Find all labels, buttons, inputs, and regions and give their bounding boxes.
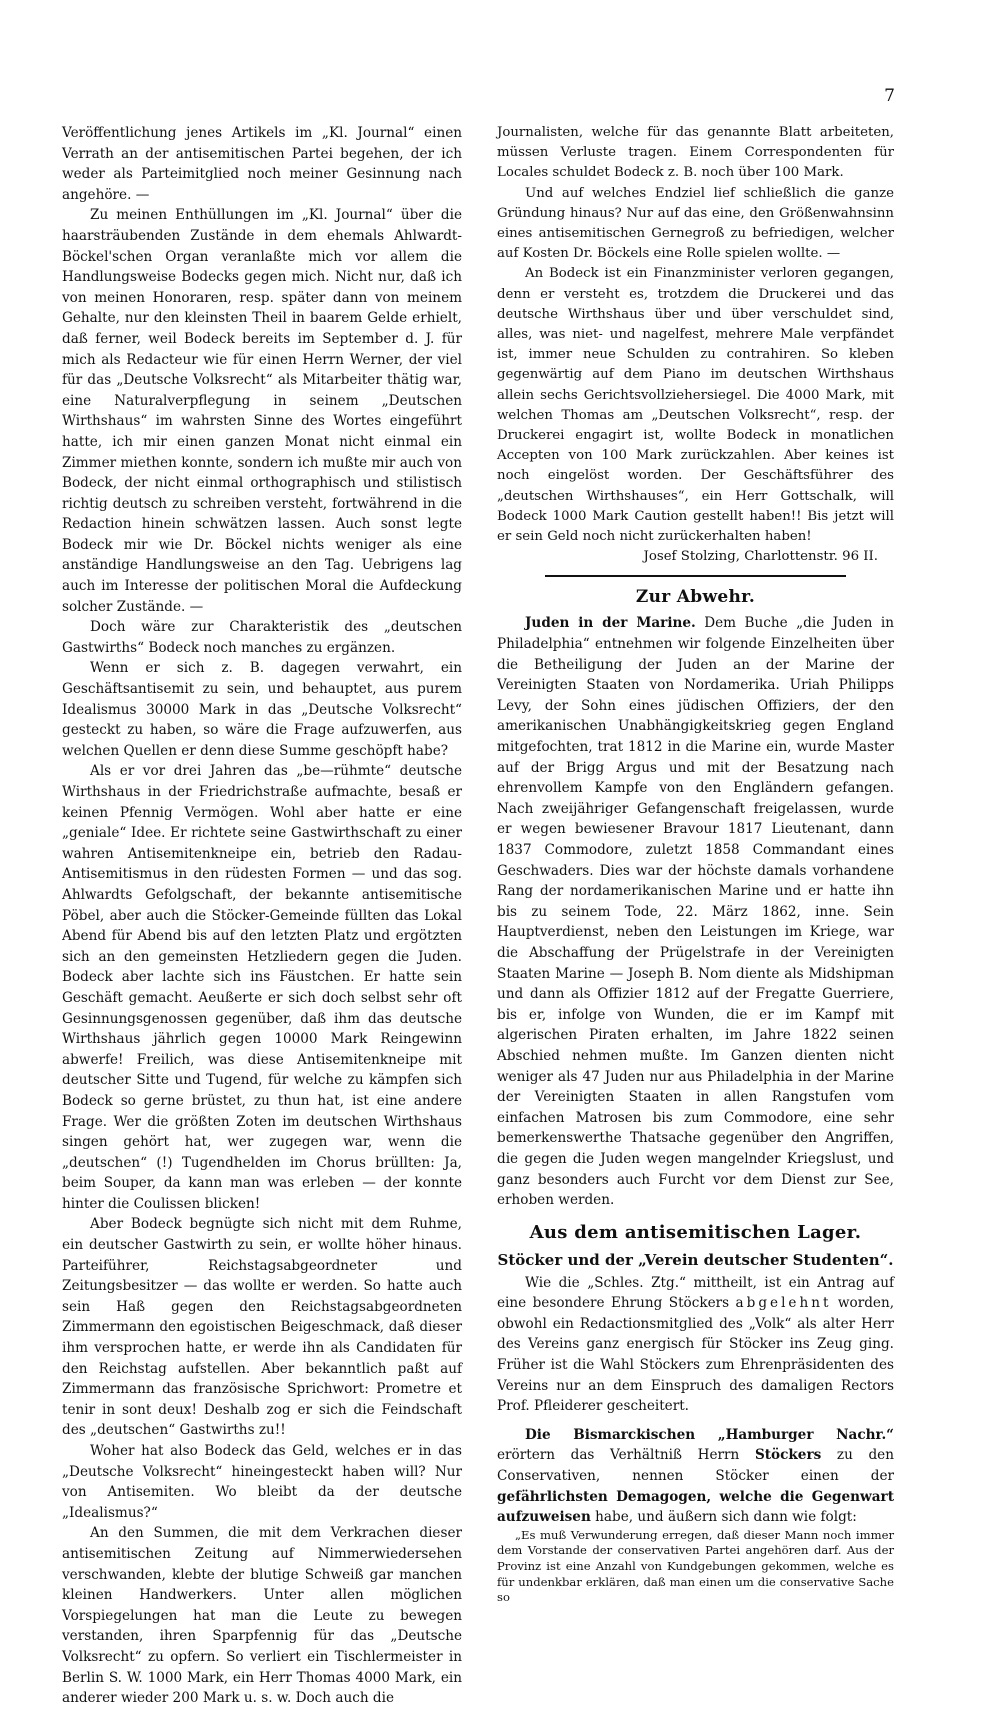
- article-run-in-title: Juden in der Marine.: [525, 615, 696, 632]
- article-stoecker-verein: [497, 1273, 894, 1417]
- article-juden-in-der-marine: [497, 613, 894, 1210]
- article-body: Dem Buche „die Juden in Philadelphia“ entnehmen wir folgende Einzelheiten über die Betheiligung der Juden an der Marine der Vereinigten Staaten von Nordamerika. Uriah Philipps Levy, der Sohn eines jüdischen Offiziers, der den amerikanischen Unabhängigkeitskrieg gegen England mitgefochten, trat 1812 in die Marine ein, wurde Master auf der Brigg Argus und mit der Besatzung nach ehrenvollem Kampfe von den Engländern gefangen. Nach zweijähriger Gefangenschaft freigelassen, wurde er wegen bewiesener Bravour 1817 Lieutenant, dann 1837 Commodore, zuletzt 1858 Commandant eines Geschwaders. Dies war der höchste damals vorhandene Rang der nordamerikanischen Marine und er hatte ihn bis zu seinem Tode, 22. März 1862, inne. Sein Hauptverdienst, neben den Leistungen im Kriege, war die Abschaffung der Prügelstrafe in der Vereinigten Staaten Marine — Joseph B. Nom diente als Midshipman und dann als Offizier 1812 auf der Fregatte Guerriere, bis er, infolge von Wunden, die er im Kampf mit algerischen Piraten erhalten, im Jahre 1822 seinen Abschied nehmen mußte. Im Ganzen dienten nicht weniger als 47 Juden nur aus Philadelphia in der Marine der Vereinigten Staaten in allen Rangstufen vom einfachen Matrosen bis zum Commodore, eine sehr bemerkenswerthe Thatsache gegenüber den Angriffen, die gegen die Juden wegen mangelnder Kriegslust, und ganz besonders auch Furcht vor dem Dienst zur See, erhoben werden.: [497, 615, 894, 1209]
- left-paragraph-4: Wenn er sich z. B. dagegen verwahrt, ein Geschäftsantisemit zu sein, und behauptet, aus purem Idealismus 30000 Mark in das „Deutsche Volksrecht“ gesteckt zu haben, so wäre die Frage aufzuwerfen, aus welchen Quellen er denn diese Summe geschöpft habe?: [62, 660, 462, 759]
- left-column: [62, 123, 462, 1709]
- right-paragraph-1: Journalisten, welche für das genannte Blatt arbeiteten, müssen Verluste tragen. Einem Correspondenten für Locales schuldet Bodeck z. B. noch über 100 Mark.: [497, 125, 894, 181]
- left-paragraph-7: Woher hat also Bodeck das Geld, welches er in das „Deutsche Volksrecht“ hineingesteckt haben will? Nur von Antisemiten. Wo bleibt da der deutsche „Idealismus?“: [62, 1443, 462, 1521]
- section-heading-zur-abwehr: Zur Abwehr.: [635, 587, 756, 608]
- quote-text: „Es muß Verwunderung erregen, daß dieser Mann noch immer dem Vorstande der conservativen Partei angehören darf. Aus der Provinz ist eine Anzahl von Kundgebungen gekommen, welche es für undenkbar erklären, daß man einen um die conservative Sache so: [497, 1527, 894, 1605]
- article-continuation: [497, 123, 894, 567]
- block-quote: [497, 1528, 894, 1606]
- page-number: 7: [884, 86, 895, 106]
- article-subheading-stoecker: Stöcker und der „Verein deutscher Studenten“.: [497, 1250, 894, 1269]
- right-column: [497, 123, 894, 1606]
- article-text-part: Wie die „Schles. Ztg.“ mittheilt, ist ein Antrag auf eine besondere Ehrung Stöckers: [497, 1274, 894, 1312]
- emphasis-spaced-word: abgelehnt: [735, 1295, 832, 1312]
- left-paragraph-6: Aber Bodeck begnügte sich nicht mit dem Ruhme, ein deutscher Gastwirth zu sein, er wollte höher hinaus. Parteiführer, Reichstagsabgeordneter und Zeitungsbesitzer — das wollte er werden. So hatte auch sein Haß gegen den Reichstagsabgeordneten Zimmermann den egoistischen Beigeschmack, daß dieser ihm versprochen hatte, er werde ihn als Candidaten für den Reichstag aufstellen. Aber bekanntlich paßt auf Zimmermann das französische Sprichwort: Prometre et tenir in sont deux! Deshalb zog er sich die Feindschaft des „deutschen“ Gastwirths zu!!: [62, 1216, 462, 1439]
- article-hamburger-nachrichten: [497, 1425, 894, 1528]
- author-signature: Josef Stolzing, Charlottenstr. 96 II.: [643, 549, 878, 565]
- emphasis-bold: Stöckers: [754, 1447, 822, 1464]
- article-text-part: worden, obwohl ein Redactionsmitglied des „Volk“ als alter Herr des Vereins ganz energisch für Stöcker ins Zeug ging. Früher ist die Wahl Stöckers zum Ehrenpräsidenten des Vereins nur an dem Einspruch des damaligen Rectors Prof. Pfleiderer gescheitert.: [497, 1295, 895, 1415]
- right-paragraph-2: Und auf welches Endziel lief schließlich die ganze Gründung hinaus? Nur auf das eine, den Größenwahnsinn eines antisemitischen Gernegroß zu befriedigen, welcher auf Kosten Dr. Böckels eine Rolle spielen wollte. —: [497, 185, 894, 262]
- section-heading-antisemitic-camp: Aus dem antisemitischen Lager.: [529, 1221, 862, 1243]
- article-text-part: erörtern das Verhältniß Herrn: [497, 1447, 740, 1464]
- right-paragraph-3: An Bodeck ist ein Finanzminister verloren gegangen, denn er versteht es, trotzdem die Druckerei und das deutsche Wirthshaus über und über verschuldet sind, alles, was niet- und nagelfest, mehrere Male verpfändet ist, immer neue Schulden zu contrahiren. So kleben gegenwärtig auf dem Piano im deutschen Wirthshaus allein sechs Gerichtsvollziehersiegel. Die 4000 Mark, mit welchen Thomas am „Deutschen Volksrecht“, resp. der Druckerei engagirt ist, wollte Bodeck in monatlichen Accepten von 100 Mark zurückzahlen. Aber keines ist noch eingelöst worden. Der Geschäftsführer des „deutschen Wirthshauses“, ein Herr Gottschalk, will Bodeck 1000 Mark Caution gestellt haben!! Bis jetzt will er sein Geld noch nicht zurückerhalten haben!: [497, 266, 894, 545]
- left-paragraph-1: Veröffentlichung jenes Artikels im „Kl. Journal“ einen Verrath an der antisemitischen Partei begehen, der ich weder als Parteimitglied noch meiner Gesinnung nach angehöre. —: [62, 125, 462, 203]
- article-run-in-title: Die Bismarckischen „Hamburger Nachr.“: [525, 1426, 894, 1443]
- article-text-part: habe, und äußern sich dann wie folgt:: [595, 1509, 857, 1526]
- emphasis-bold: gefährlichsten Demagogen, welche die Gegenwart aufzuweisen: [497, 1488, 894, 1526]
- left-paragraph-3: Doch wäre zur Charakteristik des „deutschen Gastwirths“ Bodeck noch manches zu ergänzen.: [62, 619, 462, 656]
- section-divider: [545, 575, 847, 577]
- article-text-part: zu den Conservativen, nennen Stöcker einen der: [497, 1447, 894, 1485]
- left-paragraph-8: An den Summen, die mit dem Verkrachen dieser antisemitischen Zeitung auf Nimmerwiedersehen verschwanden, klebte der blutige Schweiß gar manchen kleinen Handwerkers. Unter allen möglichen Vorspiegelungen hat man die Leute zu bewegen verstanden, ihren Sparpfennig für das „Deutsche Volksrecht“ zu opfern. So verliert ein Tischlermeister in Berlin S. W. 1000 Mark, ein Herr Thomas 4000 Mark, ein anderer wieder 200 Mark u. s. w. Doch auch die: [62, 1525, 462, 1707]
- left-paragraph-2: Zu meinen Enthüllungen im „Kl. Journal“ über die haarsträubenden Zustände in dem ehemals Ahlwardt-Böckel'schen Organ veranlaßte mich vor allem die Handlungsweise Bodecks gegen mich. Nicht nur, daß ich von meinen Honoraren, resp. später dann von meinem Gehalte, nur den kleinsten Theil in baarem Gelde erhielt, daß ferner, weil Bodeck bereits im September d. J. für mich als Redacteur wie für einen Herrn Werner, der viel für das „Deutsche Volksrecht“ als Mitarbeiter thätig war, eine Naturalverpflegung in seinem „Deutschen Wirthshaus“ im wahrsten Sinne des Wortes eingeführt hatte, ich mir einen ganzen Monat nicht einmal ein Zimmer miethen konnte, sondern ich mußte mir auch von Bodeck, der nicht einmal orthographisch und stilistisch richtig deutsch zu schreiben versteht, fortwährend in die Redaction hinein schwätzen lassen. Auch sonst legte Bodeck mir wie Dr. Böckel nichts weniger als eine anständige Handlungsweise an den Tag. Uebrigens lag auch im Interesse der politischen Moral die Aufdeckung solcher Zustände. —: [62, 207, 462, 615]
- left-paragraph-5: Als er vor drei Jahren das „be—rühmte“ deutsche Wirthshaus in der Friedrichstraße aufmachte, besaß er keinen Pfennig Vermögen. Wohl aber hatte er eine „geniale“ Idee. Er richtete seine Gastwirthschaft zu einer wahren Antisemitenkneipe ein, betrieb den Radau-Antisemitismus in den rüdesten Formen — und das sog. Ahlwardts Gefolgschaft, der bekannte antisemitische Pöbel, aber auch die Stöcker-Gemeinde füllten das Lokal Abend für Abend bis auf den letzten Platz und ergötzten sich an den gemeinsten Hetzliedern gegen die Juden. Bodeck aber lachte sich ins Fäustchen. Er hatte sein Geschäft gemacht. Aeußerte er sich doch selbst sehr oft Gesinnungsgenossen gegenüber, daß ihm das deutsche Wirthshaus jährlich gegen 10000 Mark Reingewinn abwerfe! Freilich, was diese Antisemitenkneipe mit deutscher Sitte und Tugend, für welche zu kämpfen sich Bodeck so gerne brüstet, zu thun hat, ist eine andere Frage. Wer die größten Zoten im deutschen Wirthshaus singen gehört hat, wer zugegen war, wenn die „deutschen“ (!) Tugendhelden im Chorus brüllten: Ja, beim Souper, da kann man was erleben — der konnte hinter die Coulissen blicken!: [62, 763, 462, 1212]
